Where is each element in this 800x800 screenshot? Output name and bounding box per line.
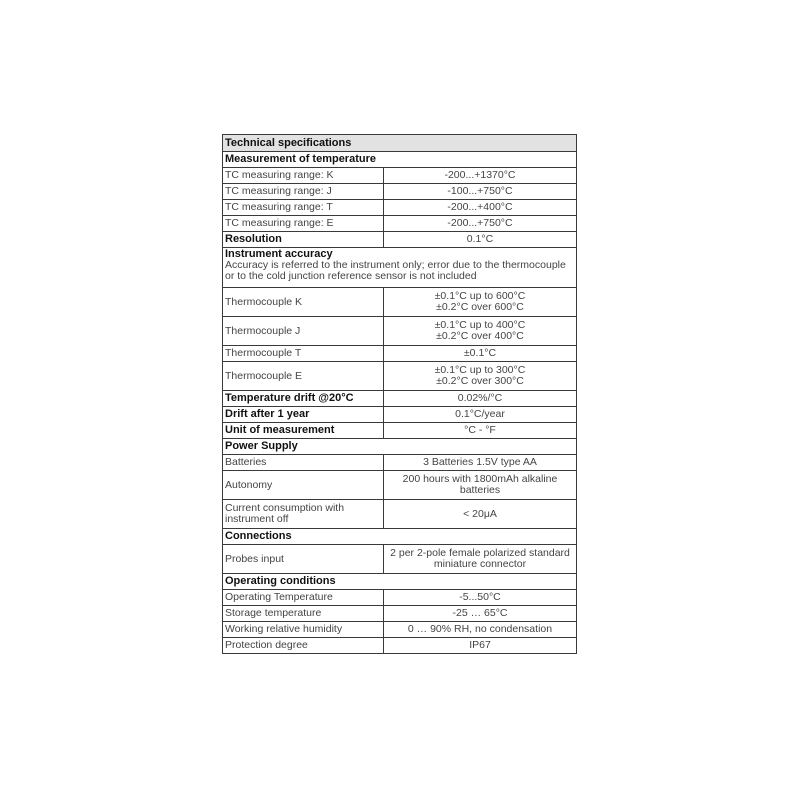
spec-value-line: ±0.1°C up to 300°C — [434, 364, 526, 376]
spec-value: °C - °F — [384, 423, 577, 439]
spec-value: IP67 — [384, 638, 577, 654]
spec-value — [384, 317, 577, 346]
section-header-row — [223, 574, 577, 590]
technical-specifications-table — [222, 134, 577, 654]
spec-label: Unit of measurement — [223, 423, 384, 439]
spec-label: Batteries — [223, 455, 384, 471]
spec-value-line: 2 per 2-pole female polarized standard — [390, 547, 570, 559]
spec-label-line: Current consumption with — [225, 502, 345, 514]
spec-value: -100...+750°C — [384, 184, 577, 200]
spec-label: Probes input — [223, 545, 384, 574]
spec-label: Drift after 1 year — [223, 407, 384, 423]
table-row — [223, 590, 577, 606]
accuracy-note-cell — [223, 248, 577, 288]
table-title-row — [223, 135, 577, 152]
table-row — [223, 622, 577, 638]
spec-label: Operating Temperature — [223, 590, 384, 606]
spec-value: 0.02%/°C — [384, 391, 577, 407]
spec-value: -25 … 65°C — [384, 606, 577, 622]
table-row — [223, 317, 577, 346]
spec-label: Autonomy — [223, 471, 384, 500]
table-row — [223, 168, 577, 184]
spec-value: 0 … 90% RH, no condensation — [384, 622, 577, 638]
spec-value-line: ±0.1°C up to 600°C — [434, 290, 526, 302]
accuracy-note-line: Accuracy is referred to the instrument only; error due to the thermocouple — [225, 259, 566, 271]
section-heading-accuracy: Instrument accuracy — [225, 248, 333, 260]
spec-label: TC measuring range: J — [223, 184, 384, 200]
section-header-row — [223, 529, 577, 545]
table-row — [223, 471, 577, 500]
spec-value-line: 200 hours with 1800mAh alkaline — [402, 473, 558, 485]
section-header-row — [223, 439, 577, 455]
table-row — [223, 362, 577, 391]
spec-value: ±0.1°C — [384, 346, 577, 362]
spec-label-line: instrument off — [225, 513, 289, 525]
spec-value-line: ±0.2°C over 400°C — [436, 330, 524, 342]
table-row — [223, 216, 577, 232]
spec-value: < 20μA — [384, 500, 577, 529]
section-heading-power: Power Supply — [223, 439, 577, 455]
spec-value: -200...+750°C — [384, 216, 577, 232]
section-heading-operating: Operating conditions — [223, 574, 577, 590]
spec-label: Resolution — [223, 232, 384, 248]
spec-value: 0.1°C — [384, 232, 577, 248]
table-row — [223, 638, 577, 654]
table-row — [223, 455, 577, 471]
spec-label: Protection degree — [223, 638, 384, 654]
spec-value — [384, 288, 577, 317]
spec-value-line: ±0.2°C over 300°C — [436, 375, 524, 387]
spec-label: Temperature drift @20°C — [223, 391, 384, 407]
spec-label: TC measuring range: E — [223, 216, 384, 232]
table-row — [223, 606, 577, 622]
section-header-row — [223, 152, 577, 168]
spec-label: TC measuring range: T — [223, 200, 384, 216]
spec-value: 3 Batteries 1.5V type AA — [384, 455, 577, 471]
table-row — [223, 407, 577, 423]
table-row — [223, 391, 577, 407]
table-row — [223, 232, 577, 248]
spec-label: Thermocouple T — [223, 346, 384, 362]
table-row — [223, 346, 577, 362]
table-row — [223, 500, 577, 529]
section-heading-connections: Connections — [223, 529, 577, 545]
spec-value — [384, 545, 577, 574]
spec-value — [384, 362, 577, 391]
section-heading-temperature: Measurement of temperature — [223, 152, 577, 168]
spec-value — [384, 471, 577, 500]
spec-label: Thermocouple E — [223, 362, 384, 391]
spec-value-line: ±0.2°C over 600°C — [436, 301, 524, 313]
spec-label: Storage temperature — [223, 606, 384, 622]
section-header-row — [223, 248, 577, 288]
spec-value: -200...+1370°C — [384, 168, 577, 184]
spec-label: Working relative humidity — [223, 622, 384, 638]
spec-value-line: ±0.1°C up to 400°C — [434, 319, 526, 331]
spec-value: 0.1°C/year — [384, 407, 577, 423]
spec-label — [223, 500, 384, 529]
spec-label: Thermocouple K — [223, 288, 384, 317]
table-row — [223, 545, 577, 574]
table-title: Technical specifications — [223, 135, 577, 152]
spec-value: -5...50°C — [384, 590, 577, 606]
spec-value-line: batteries — [459, 484, 501, 496]
table-row — [223, 423, 577, 439]
spec-value-line: miniature connector — [433, 558, 527, 570]
table-row — [223, 200, 577, 216]
spec-label: Thermocouple J — [223, 317, 384, 346]
table-row — [223, 288, 577, 317]
spec-value: -200...+400°C — [384, 200, 577, 216]
accuracy-note-line: or to the cold junction reference sensor is not included — [225, 270, 477, 282]
table-row — [223, 184, 577, 200]
spec-label: TC measuring range: K — [223, 168, 384, 184]
